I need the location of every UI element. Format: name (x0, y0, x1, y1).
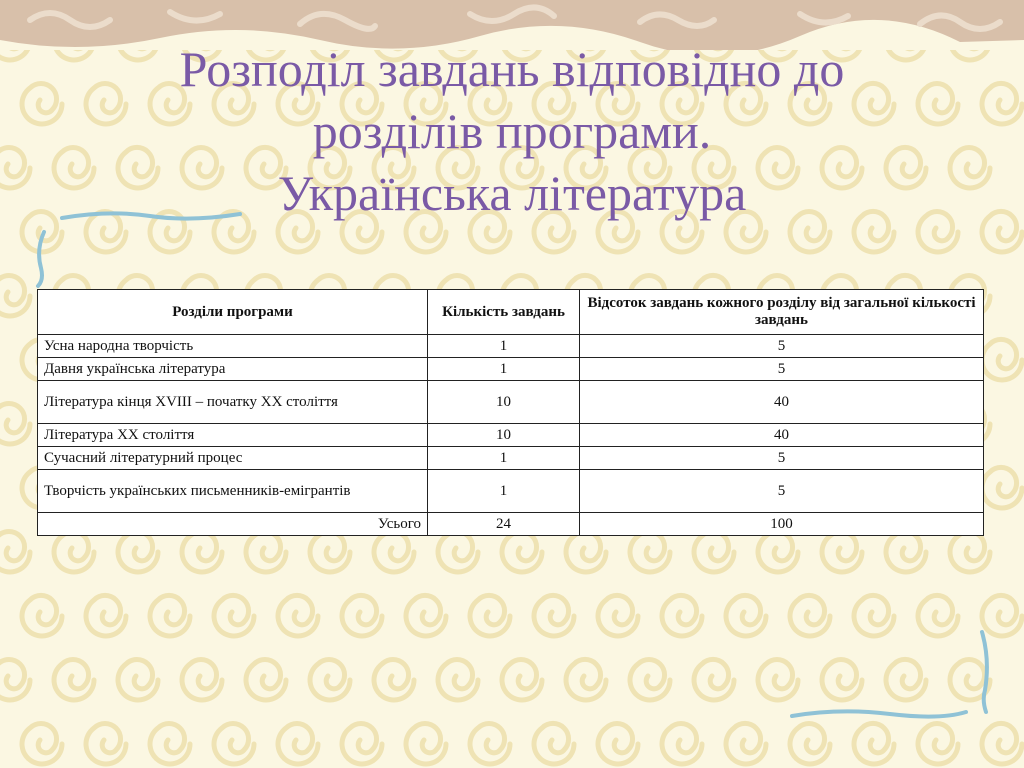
title-line-1: Розподіл завдань відповідно до (179, 41, 845, 97)
swirl-pattern-shape (982, 83, 1022, 124)
title-line-2: розділів програми. (312, 103, 712, 159)
swirl-pattern-shape (150, 595, 190, 636)
swirl-pattern-shape (438, 659, 478, 700)
swirl-pattern-shape (982, 339, 1022, 380)
percent-cell: 5 (580, 447, 984, 470)
swirl-pattern-shape (950, 659, 990, 700)
swirl-pattern-shape (22, 723, 62, 764)
section-cell: Давня українська література (38, 358, 428, 381)
swirl-pattern-shape (406, 723, 446, 764)
swirl-pattern-shape (790, 723, 830, 764)
swirl-pattern-shape (790, 595, 830, 636)
count-cell: 1 (428, 470, 580, 513)
swirl-pattern-shape (726, 723, 766, 764)
swirl-pattern-shape (566, 531, 606, 572)
swirl-pattern-shape (118, 531, 158, 572)
table-row (38, 381, 984, 424)
header-sections: Розділи програми (38, 290, 428, 335)
swirl-pattern-shape (246, 531, 286, 572)
swirl-pattern-shape (310, 659, 350, 700)
swirl-pattern-shape (22, 595, 62, 636)
swirl-pattern-shape (342, 595, 382, 636)
percent-cell: 40 (580, 424, 984, 447)
swirl-pattern-shape (54, 531, 94, 572)
swirl-pattern-shape (86, 723, 126, 764)
table-header-row (38, 290, 984, 335)
swirl-pattern-shape (534, 723, 574, 764)
swirl-pattern-shape (374, 531, 414, 572)
count-cell: 1 (428, 335, 580, 358)
swirl-pattern-shape (982, 723, 1022, 764)
swirl-pattern-shape (918, 595, 958, 636)
swirl-pattern-shape (982, 467, 1022, 508)
swirl-pattern-shape (598, 723, 638, 764)
table-row (38, 358, 984, 381)
total-count-cell: 24 (428, 513, 580, 536)
swirl-pattern-shape (982, 211, 1022, 252)
swirl-pattern-shape (470, 723, 510, 764)
table-row (38, 335, 984, 358)
section-cell: Література кінця XVIII – початку XX століття (38, 381, 428, 424)
section-cell: Література XX століття (38, 424, 428, 447)
header-percent: Відсоток завдань кожного розділу від загальної кількості завдань (580, 290, 984, 335)
total-percent-cell: 100 (580, 513, 984, 536)
swirl-pattern-shape (0, 531, 30, 572)
swirl-pattern-shape (278, 723, 318, 764)
swirl-pattern-shape (0, 403, 30, 444)
swirl-pattern-shape (406, 595, 446, 636)
count-cell: 1 (428, 447, 580, 470)
table-row (38, 424, 984, 447)
table-row (38, 447, 984, 470)
swirl-pattern-shape (86, 595, 126, 636)
count-cell: 10 (428, 381, 580, 424)
tasks-distribution-table-container (37, 289, 983, 536)
swirl-pattern-shape (630, 531, 670, 572)
swirl-pattern-shape (22, 83, 62, 124)
swirl-pattern-shape (54, 659, 94, 700)
swirl-pattern-shape (662, 723, 702, 764)
total-label-cell: Усього (38, 513, 428, 536)
swirl-pattern-shape (150, 723, 190, 764)
swirl-pattern-shape (662, 595, 702, 636)
swirl-pattern-shape (534, 595, 574, 636)
swirl-pattern-shape (214, 595, 254, 636)
count-cell: 1 (428, 358, 580, 381)
swirl-pattern-shape (886, 531, 926, 572)
swirl-pattern-shape (886, 659, 926, 700)
swirl-pattern-shape (598, 595, 638, 636)
swirl-pattern-shape (118, 659, 158, 700)
percent-cell: 5 (580, 335, 984, 358)
header-count: Кількість завдань (428, 290, 580, 335)
slide-title (60, 38, 964, 224)
swirl-pattern-shape (822, 531, 862, 572)
table-total-row (38, 513, 984, 536)
title-line-3: Українська література (277, 165, 747, 221)
swirl-pattern-shape (502, 659, 542, 700)
percent-cell: 5 (580, 470, 984, 513)
swirl-pattern-shape (310, 531, 350, 572)
swirl-pattern-shape (854, 723, 894, 764)
section-cell: Сучасний літературний процес (38, 447, 428, 470)
swirl-pattern-shape (502, 531, 542, 572)
swirl-pattern-shape (854, 595, 894, 636)
swirl-pattern-shape (22, 211, 62, 252)
swirl-pattern-shape (246, 659, 286, 700)
swirl-pattern-shape (694, 531, 734, 572)
swirl-pattern-shape (438, 531, 478, 572)
swirl-pattern-shape (758, 531, 798, 572)
section-cell: Усна народна творчість (38, 335, 428, 358)
swirl-pattern-shape (694, 659, 734, 700)
swirl-pattern-shape (0, 659, 30, 700)
swirl-pattern-shape (918, 723, 958, 764)
swirl-pattern-shape (470, 595, 510, 636)
swirl-pattern-shape (822, 659, 862, 700)
swirl-pattern-shape (182, 531, 222, 572)
tasks-distribution-table (37, 289, 984, 536)
swirl-pattern-shape (566, 659, 606, 700)
swirl-pattern-shape (950, 531, 990, 572)
swirl-pattern-shape (182, 659, 222, 700)
count-cell: 10 (428, 424, 580, 447)
swirl-pattern-shape (278, 595, 318, 636)
swirl-pattern-shape (374, 659, 414, 700)
swirl-pattern-shape (0, 147, 30, 188)
percent-cell: 40 (580, 381, 984, 424)
section-cell: Творчість українських письменників-емігрантів (38, 470, 428, 513)
swirl-pattern-shape (982, 595, 1022, 636)
swirl-pattern-shape (0, 275, 30, 316)
swirl-pattern-shape (758, 659, 798, 700)
swirl-pattern-shape (630, 659, 670, 700)
swirl-pattern-shape (726, 595, 766, 636)
percent-cell: 5 (580, 358, 984, 381)
table-row (38, 470, 984, 513)
swirl-pattern-shape (214, 723, 254, 764)
swirl-pattern-shape (342, 723, 382, 764)
